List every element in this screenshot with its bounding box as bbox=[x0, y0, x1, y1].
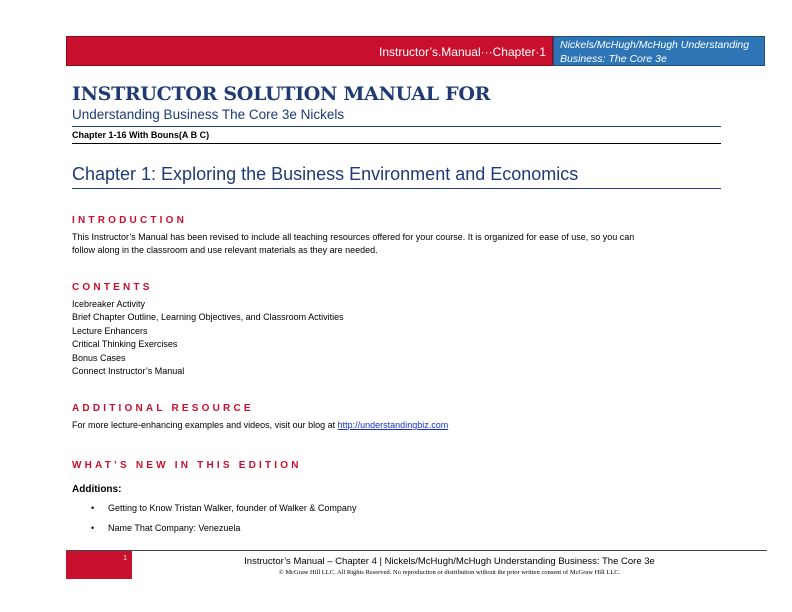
contents-item: Lecture Enhancers bbox=[72, 325, 148, 336]
additional-resource-sentence: For more lecture-enhancing examples and videos, visit our blog at bbox=[72, 420, 338, 430]
bullet-text: Name That Company: Venezuela bbox=[108, 523, 241, 533]
contents-item: Connect Instructor’s Manual bbox=[72, 366, 185, 377]
page-number: 1 bbox=[123, 555, 127, 562]
bullet-glyph: • bbox=[91, 523, 95, 533]
document-subtitle: Understanding Business The Core 3e Nickels bbox=[72, 107, 345, 122]
contents-item: Brief Chapter Outline, Learning Objectives, and Classroom Activities bbox=[72, 312, 344, 323]
footer-copyright: © McGraw Hill LLC. All Rights Reserved. No reproduction or distribution without the prior written consent of McGraw Hill LLC. bbox=[278, 569, 621, 576]
introduction-text bbox=[72, 231, 634, 258]
additions-bullet-item bbox=[91, 523, 240, 533]
footer-divider bbox=[66, 550, 767, 551]
introduction-line: follow along in the classroom and use relevant materials as they are needed. bbox=[72, 245, 378, 256]
header-book-title-line2: Business: The Core 3e bbox=[560, 53, 667, 65]
additions-label: Additions: bbox=[72, 484, 122, 495]
additional-resource-heading: ADDITIONAL RESOURCE bbox=[72, 403, 254, 414]
footer-title: Instructor’s Manual – Chapter 4 | Nickels/McHugh/McHugh Understanding Business: The Core 3e bbox=[244, 556, 655, 567]
header-chapter-bar bbox=[66, 36, 553, 66]
header-book-title-line1: Nickels/McHugh/McHugh Understanding bbox=[560, 39, 750, 51]
bonus-chapters-line: Chapter 1-16 With Bouns(A B C) bbox=[72, 130, 210, 140]
bullet-text: Getting to Know Tristan Walker, founder of Walker & Company bbox=[108, 503, 357, 513]
contents-heading: CONTENTS bbox=[72, 282, 153, 293]
additions-bullet-item bbox=[91, 503, 356, 513]
whats-new-heading: WHAT’S NEW IN THIS EDITION bbox=[72, 460, 302, 471]
contents-item: Bonus Cases bbox=[72, 352, 126, 363]
contents-item: Critical Thinking Exercises bbox=[72, 339, 178, 350]
contents-item: Icebreaker Activity bbox=[72, 299, 146, 309]
contents-list bbox=[72, 298, 344, 378]
chapter-divider bbox=[72, 188, 721, 189]
additional-resource-text bbox=[72, 419, 448, 432]
header-book-title-box bbox=[553, 36, 765, 66]
bonus-divider bbox=[72, 143, 721, 144]
header-chapter-label: Instructor’s.Manual···Chapter·1 bbox=[379, 45, 546, 59]
bullet-glyph: • bbox=[91, 503, 95, 513]
footer-page-box bbox=[66, 551, 132, 579]
subtitle-divider bbox=[72, 126, 721, 127]
introduction-line: This Instructor’s Manual has been revised to include all teaching resources offered for your course. It is organized for ease of use, so you can bbox=[72, 232, 635, 242]
introduction-heading: INTRODUCTION bbox=[72, 215, 188, 226]
document-title: INSTRUCTOR SOLUTION MANUAL FOR bbox=[72, 83, 491, 105]
blog-link[interactable]: http://understandingbiz.com bbox=[337, 420, 449, 430]
chapter-heading: Chapter 1: Exploring the Business Environment and Economics bbox=[72, 164, 579, 184]
